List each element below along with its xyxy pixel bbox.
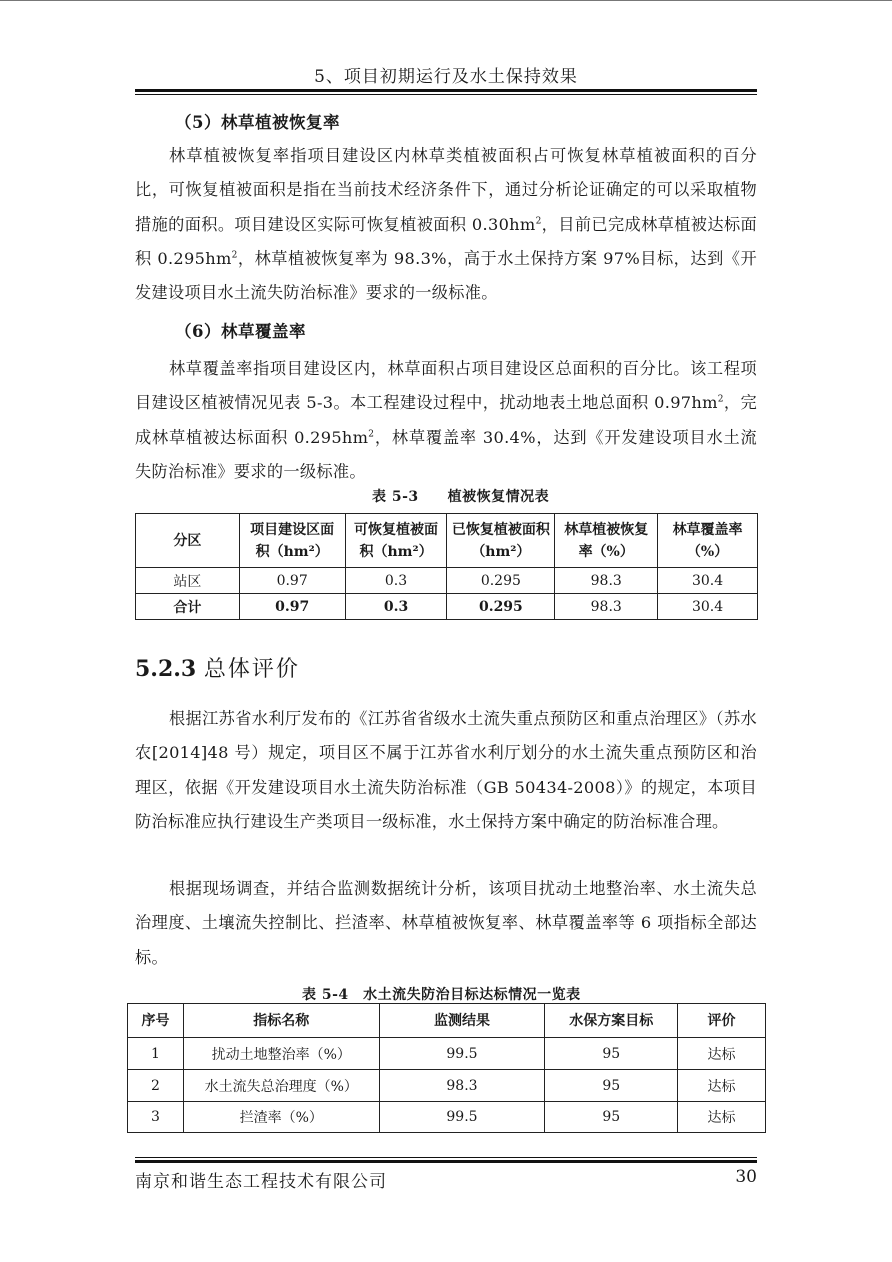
header-cell: 分区 xyxy=(136,514,240,568)
table-cell: 99.5 xyxy=(379,1038,545,1070)
subheading-6: （6）林草覆盖率 xyxy=(175,322,306,341)
superscript: 2 xyxy=(231,250,238,261)
header-cell: 林草覆盖率（%） xyxy=(658,514,758,568)
header-cell: 评价 xyxy=(678,1004,766,1038)
table-5-3-caption: 表 5-3 植被恢复情况表 xyxy=(372,489,550,505)
table-cell: 达标 xyxy=(678,1038,766,1070)
table-row xyxy=(128,1070,766,1102)
table-cell: 98.3 xyxy=(555,594,658,620)
section-title: 总体评价 xyxy=(203,657,300,682)
table-cell: 0.295 xyxy=(447,568,555,594)
header-cell: 可恢复植被面积（hm²） xyxy=(345,514,447,568)
table-cell: 站区 xyxy=(136,568,240,594)
table-cell: 0.3 xyxy=(345,568,447,594)
evaluation-paragraph-1: 根据江苏省水利厅发布的《江苏省省级水土流失重点预防区和重点治理区》（苏水农[2014]48 号）规定，项目区不属于江苏省水利厅划分的水土流失重点预防区和治理区，依据《开发建设项目水土流失防治标准（GB 50434-2008）》的规定，本项目防治标准应执行建设生产类项目一级标准，水土保持方案中确定的防治标准合理。 xyxy=(135,709,757,831)
table-cell: 达标 xyxy=(678,1070,766,1102)
table-row xyxy=(128,1038,766,1070)
section-heading xyxy=(135,652,300,683)
paragraph-5: 林草植被恢复率指项目建设区内林草类植被面积占可恢复林草植被面积的百分比，可恢复植被面积是指在当前技术经济条件下，通过分析论证确定的可以采取植物措施的面积。项目建设区实际可恢复植被面积 $0.30hm^2$，目前已完成林草植被达标面积 $0.295hm^2$，林草植被恢复率为 98.3%，高于水土保持方案 97%目标，达到《开发建设项目水土流失防治标准》要求的一级标准。 xyxy=(135,146,758,303)
header-cell: 林草植被恢复率（%） xyxy=(555,514,658,568)
table-header-row xyxy=(128,1004,766,1038)
subheading-5: （5）林草植被恢复率 xyxy=(175,113,340,132)
header-cell: 指标名称 xyxy=(183,1004,379,1038)
superscript: 2 xyxy=(535,216,542,227)
table-cell: 扰动土地整治率（%） xyxy=(183,1038,379,1070)
header-cell: 项目建设区面积（hm²） xyxy=(239,514,345,568)
table-5-4 xyxy=(127,1003,766,1133)
page-number: 30 xyxy=(735,1167,757,1187)
header-rule-thin xyxy=(135,94,757,95)
section-number: 5.2.3 xyxy=(135,656,197,682)
table-cell: 30.4 xyxy=(658,594,758,620)
table-cell: 合计 xyxy=(136,594,240,620)
table-5-3 xyxy=(135,513,758,620)
footer-rule-thin xyxy=(135,1157,757,1158)
superscript: 2 xyxy=(368,429,375,440)
header-cell: 监测结果 xyxy=(379,1004,545,1038)
header-cell: 水保方案目标 xyxy=(545,1004,678,1038)
table-total-row xyxy=(136,594,758,620)
table-row xyxy=(136,568,758,594)
table-cell: 0.97 xyxy=(239,594,345,620)
table-cell: 95 xyxy=(545,1038,678,1070)
table-cell: 达标 xyxy=(678,1102,766,1133)
page-header: 5、项目初期运行及水土保持效果 xyxy=(314,67,578,87)
table-cell: 1 xyxy=(128,1038,184,1070)
footer-rule xyxy=(135,1160,757,1163)
table-cell: 0.97 xyxy=(239,568,345,594)
table-row xyxy=(128,1102,766,1133)
table-cell: 3 xyxy=(128,1102,184,1133)
table-header-row xyxy=(136,514,758,568)
superscript: 2 xyxy=(717,394,724,405)
table-cell: 水土流失总治理度（%） xyxy=(183,1070,379,1102)
table-cell: 95 xyxy=(545,1102,678,1133)
top-border xyxy=(0,0,892,1)
table-cell: 98.3 xyxy=(555,568,658,594)
table-cell: 95 xyxy=(545,1070,678,1102)
header-cell: 已恢复植被面积（hm²） xyxy=(447,514,555,568)
table-cell: 99.5 xyxy=(379,1102,545,1133)
table-cell: 30.4 xyxy=(658,568,758,594)
header-rule xyxy=(135,89,757,92)
table-cell: 2 xyxy=(128,1070,184,1102)
evaluation-paragraph-2: 根据现场调查，并结合监测数据统计分析，该项目扰动土地整治率、水土流失总治理度、土壤流失控制比、拦渣率、林草植被恢复率、林草覆盖率等 6 项指标全部达标。 xyxy=(135,879,757,967)
company-name: 南京和谐生态工程技术有限公司 xyxy=(135,1172,387,1192)
table-cell: 98.3 xyxy=(379,1070,545,1102)
table-5-4-caption: 表 5-4 水土流失防治目标达标情况一览表 xyxy=(302,987,581,1003)
table-cell: 0.295 xyxy=(447,594,555,620)
header-cell: 序号 xyxy=(128,1004,184,1038)
table-cell: 0.3 xyxy=(345,594,447,620)
table-cell: 拦渣率（%） xyxy=(183,1102,379,1133)
paragraph-6: 林草覆盖率指项目建设区内，林草面积占项目建设区总面积的百分比。该工程项目建设区植被情况见表 5-3。本工程建设过程中，扰动地表土地总面积 $0.97hm^2$，完成林草植被达标面积 $0.295hm^2$，林草覆盖率 30.4%，达到《开发建设项目水土流失防治标准》要求的一级标准。 xyxy=(135,359,757,481)
